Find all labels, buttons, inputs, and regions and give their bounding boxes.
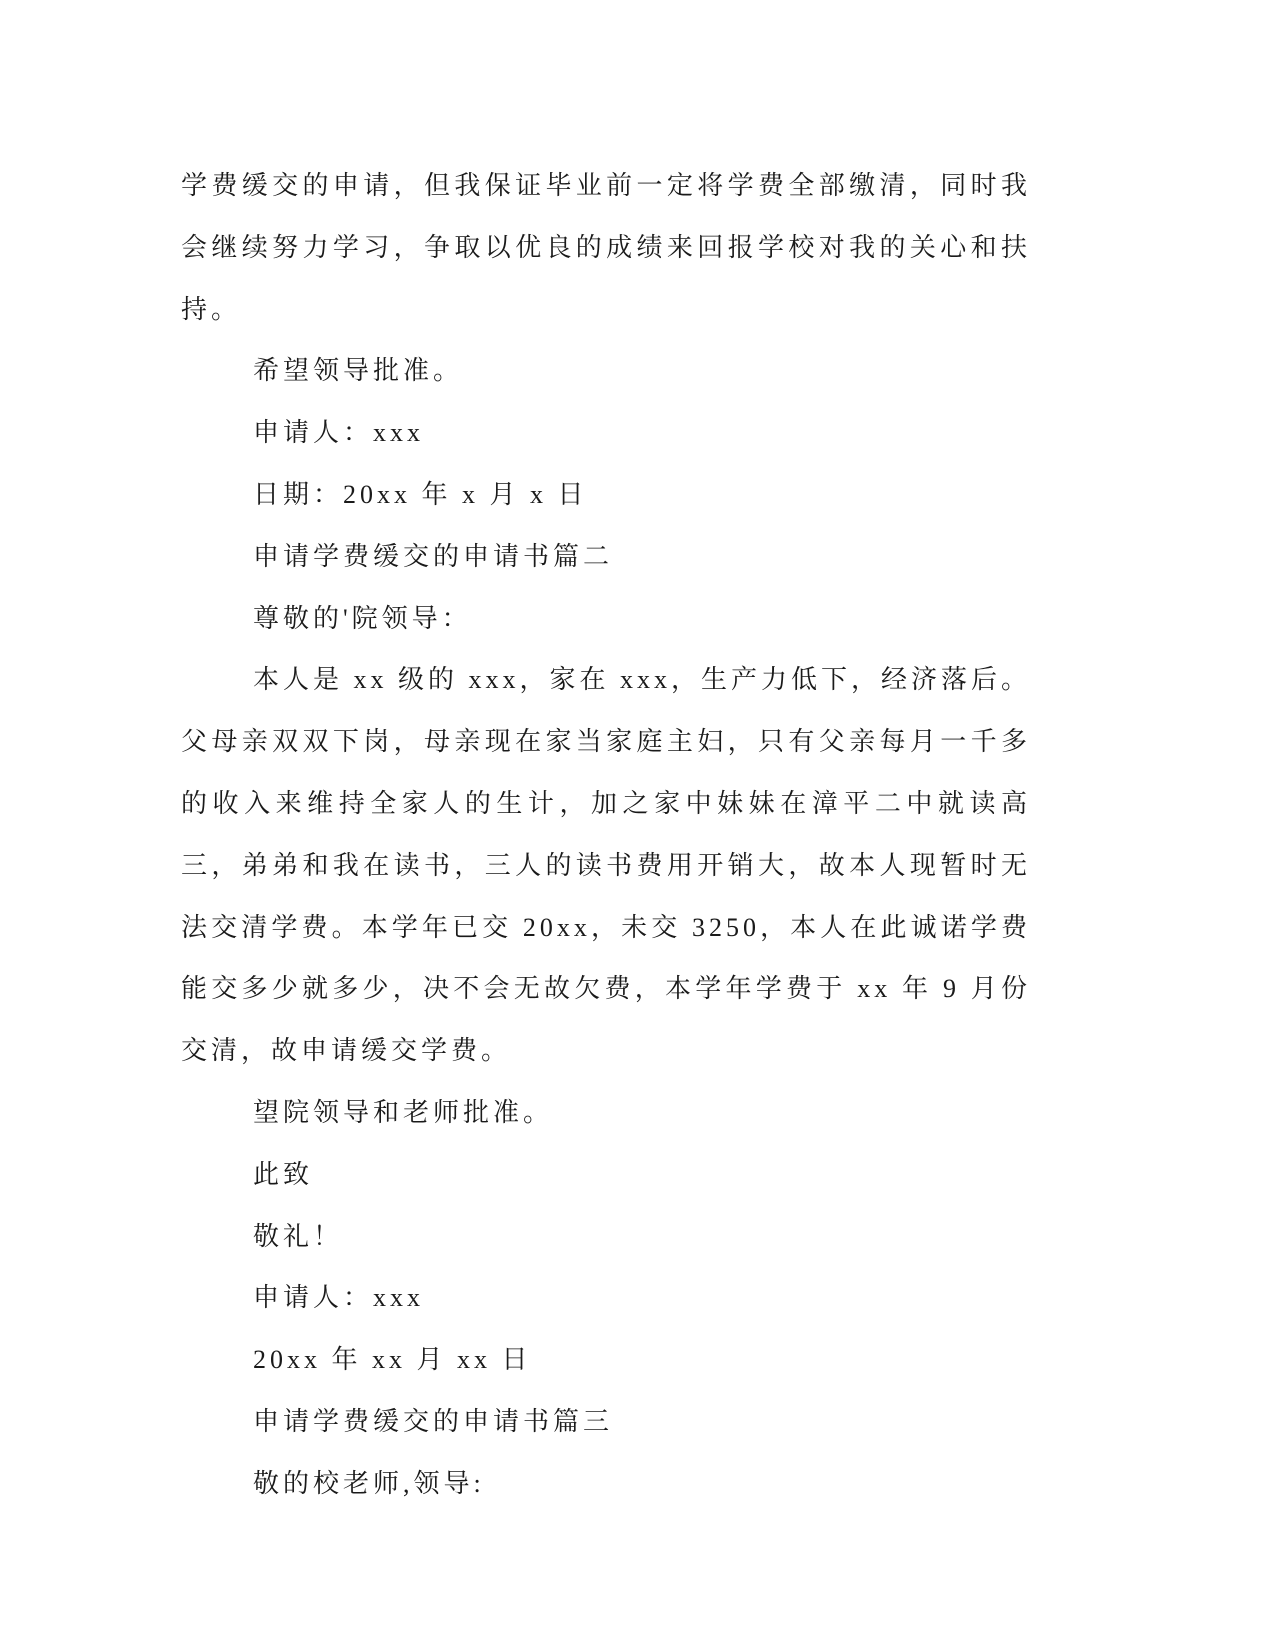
closing-salute: 敬礼！ xyxy=(253,1221,344,1251)
document-body xyxy=(181,155,1031,1515)
date-line-two: 20xx 年 xx 月 xx 日 xyxy=(253,1345,532,1375)
applicant-line-two: 申请人：xxx xyxy=(253,1283,425,1313)
closing-line: 此致 xyxy=(253,1159,314,1189)
paragraph-approval-request: 希望领导批准。 xyxy=(253,356,464,386)
paragraph-continuation: 学费缓交的申请，但我保证毕业前一定将学费全部缴清，同时我会继续努力学习，争取以优良的成绩来回报学校对我的关心和扶持。 xyxy=(181,171,1031,324)
salutation-three: 敬的校老师,领导: xyxy=(253,1468,485,1498)
salutation: 尊敬的'院领导： xyxy=(253,603,472,633)
section-heading-three: 申请学费缓交的申请书篇三 xyxy=(253,1406,614,1436)
paragraph-approval-request-two: 望院领导和老师批准。 xyxy=(253,1097,554,1127)
date-line: 日期：20xx 年 x 月 x 日 xyxy=(253,479,588,509)
section-heading-two: 申请学费缓交的申请书篇二 xyxy=(253,541,614,571)
applicant-line: 申请人：xxx xyxy=(253,418,425,448)
paragraph-body: 本人是 xx 级的 xxx，家在 xxx，生产力低下，经济落后。父母亲双双下岗，母亲现在家当家庭主妇，只有父亲每月一千多的收入来维持全家人的生计，加之家中妹妹在漳平二中就读高三，弟弟和我在读书，三人的读书费用开销大，故本人现暂时无法交清学费。本学年已交 20xx，未交 3250，本人在此诚诺学费能交多少就多少，决不会无故欠费，本学年学费于 xx 年 9 月份交清，故申请缓交学费。 xyxy=(181,665,1032,1066)
